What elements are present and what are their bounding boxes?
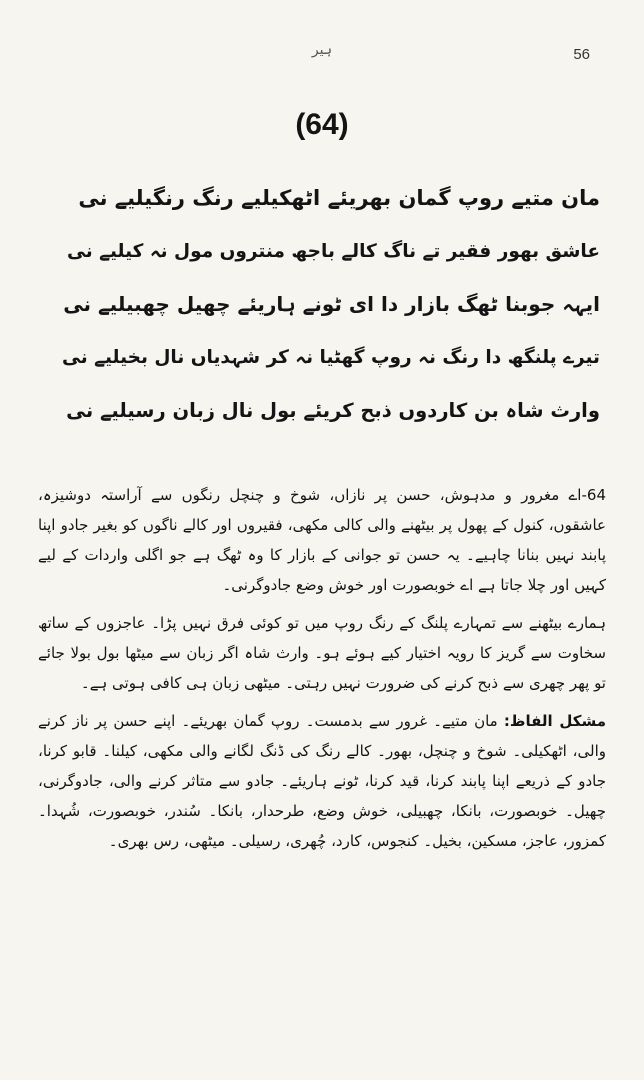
commentary-paragraph: 64-اے مغرور و مدہوش، حسن پر نازاں، شوخ و چنچل رنگوں سے آراستہ دوشیزہ، عاشقوں، کنول کے پھول پر بیٹھنے والی کالی مکھی، فقیروں اور کالے ناگوں کو بغیر جادو اپنا پابند نہیں بنانا چاہیے۔ یہ حسن تو جوانی کے بازار کا وہ ٹھگ ہے جو اگلی واردات کے لیے کہیں اور چلا جاتا ہے اے خوبصورت اور خوش وضع جادوگرنی۔ — [38, 486, 606, 594]
commentary-paragraph: ہمارے بیٹھنے سے تمہارے پلنگ کے رنگ روپ میں تو کوئی فرق نہیں پڑا۔ عاجزوں کے ساتھ سخاوت سے گریز کا رویہ اختیار کیے ہوئے ہو۔ وارث شاہ اگر زبان سے میٹھا بول بولا جائے تو پھر چھری سے ذبح کرنے کی ضرورت نہیں رہتی۔ میٹھی زبان ہی کافی ہوتی ہے۔ — [38, 614, 606, 692]
poem-line: تیرے پلنگھ دا رنگ نہ روپ گھٹیا نہ کر شہدیاں نال بخیلیے نی — [62, 347, 600, 368]
commentary — [38, 480, 606, 864]
poem-number: (64) — [295, 108, 349, 141]
poem-stanza — [60, 172, 600, 437]
poem-line: ایہہ جوبنا ٹھگ بازار دا ای ٹونے ہاریئے چھیل چھبیلیے نی — [63, 292, 600, 316]
glossary — [38, 706, 606, 856]
poem-line: وارث شاہ بن کاردوں ذبح کریئے بول نال زبان رسیلیے نی — [66, 399, 600, 422]
glossary-text: مان متیے۔ غرور سے بدمست۔ روپ گمان بھریئے۔ اپنے حسن پر ناز کرنے والی، اٹھکیلی۔ شوخ و چنچل، بھور۔ کالے رنگ کی ڈنگ لگانے والی مکھی، کیلنا۔ قابو کرنا، جادو کے ذریعے اپنا پابند کرنا، قید کرنا، ٹونے ہاریئے۔ جادو سے متاثر کرنے والی، جادوگرنی، چھیل۔ خوبصورت، بانکا، چھبیلی، خوش وضع، طرحدار، بانکا۔ سُندر، خوبصورت، شُہدا۔ کمزور، عاجز، مسکین، بخیل۔ کنجوس، کارد، چُھری، رسیلی۔ میٹھی، رس بھری۔ — [38, 712, 606, 850]
page-number: 56 — [573, 46, 590, 63]
glossary-label: مشکل الفاظ: — [503, 712, 606, 730]
poem-line: مان متیے روپ گمان بھریئے اٹھکیلیے رنگ رنگیلیے نی — [78, 186, 600, 210]
poem-line: عاشق بھور فقیر تے ناگ کالے باجھ منتروں مول نہ کیلیے نی — [67, 241, 600, 262]
running-head: ہیر — [311, 42, 333, 58]
